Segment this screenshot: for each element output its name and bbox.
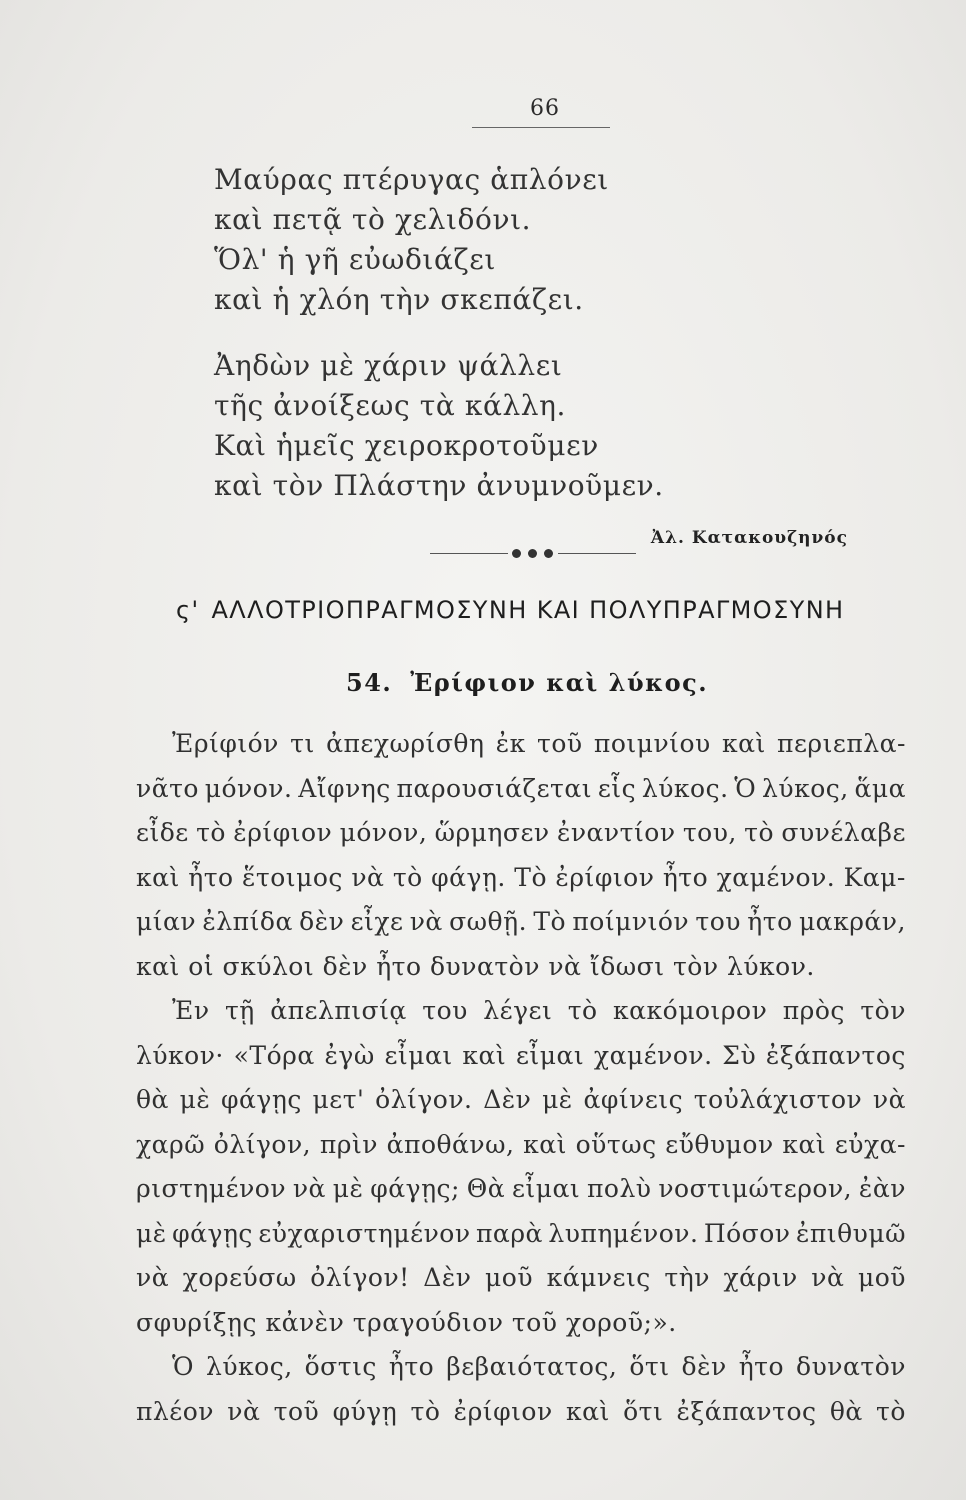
word: χαρῶ bbox=[136, 1129, 206, 1159]
poem-line: καὶ τὸν Πλάστην ἀνυμνοῦμεν. bbox=[214, 469, 664, 502]
word: καὶ bbox=[721, 729, 766, 758]
word: ἦτο bbox=[747, 907, 793, 936]
word: ἐρίφιον bbox=[453, 1396, 553, 1426]
word: ἐλπίδα bbox=[202, 907, 293, 936]
word: ἦτο bbox=[388, 1352, 435, 1381]
word: πρὶν bbox=[319, 1129, 378, 1159]
word: καὶ bbox=[565, 1396, 610, 1426]
word: του bbox=[422, 996, 468, 1025]
word: τῇ bbox=[224, 996, 255, 1025]
section-number: ς' bbox=[176, 596, 200, 624]
word: καὶ bbox=[136, 862, 180, 892]
text-line: καὶ οἱ σκύλοι δὲν ἦτο δυνατὸν νὰ ἴδωσι τὸν λύκον. bbox=[136, 951, 815, 981]
word: μίαν bbox=[136, 907, 197, 936]
word: θὰ bbox=[829, 1396, 863, 1426]
word: εὐχαριστημένον bbox=[258, 1218, 471, 1248]
word: ἐρίφιον bbox=[555, 862, 655, 892]
word: Ἐρίφιόν bbox=[172, 729, 279, 758]
word: δυνατὸν bbox=[796, 1352, 906, 1381]
word: Θὰ bbox=[466, 1174, 506, 1203]
word: μὲ bbox=[179, 1085, 211, 1114]
poem-line: Μαύρας πτέρυγας ἁπλόνει bbox=[214, 163, 609, 196]
text-line bbox=[136, 1390, 906, 1435]
word: ὥρμησεν bbox=[434, 818, 550, 847]
word: καὶ bbox=[782, 1129, 827, 1159]
word: μετ' bbox=[312, 1085, 365, 1114]
word: τὸ bbox=[410, 1396, 441, 1426]
word: εἶδε bbox=[136, 818, 189, 847]
word: ἐξάπαντος bbox=[676, 1396, 817, 1426]
word: ἦτο bbox=[738, 1352, 785, 1381]
word: δὲν bbox=[299, 907, 345, 936]
section-heading bbox=[176, 596, 845, 624]
word: Τὸ bbox=[533, 907, 567, 936]
poem-line: Ὅλ' ἡ γῆ εὐωδιάζει bbox=[214, 243, 496, 276]
word: ἀποθάνω, bbox=[386, 1129, 515, 1159]
word: εὔθυμον bbox=[665, 1129, 774, 1159]
word: Σὺ bbox=[722, 1040, 757, 1070]
page-number: 66 bbox=[530, 96, 560, 121]
word: φύγῃ bbox=[332, 1396, 398, 1426]
text-line bbox=[136, 989, 906, 1034]
poem-line: Ἀηδὼν μὲ χάριν ψάλλει bbox=[214, 349, 563, 382]
word: τι bbox=[290, 729, 315, 758]
word: μοῦ bbox=[485, 1263, 534, 1292]
story-body bbox=[136, 722, 906, 1434]
word: μὲ bbox=[136, 1218, 167, 1248]
word: ποίμνιόν bbox=[572, 907, 690, 936]
word: ἀπεχωρίσθη bbox=[326, 729, 485, 758]
word: μὲ bbox=[332, 1174, 364, 1203]
word: βεβαιότατος, bbox=[446, 1352, 618, 1381]
word: εἶμαι bbox=[384, 1040, 453, 1070]
word: παρὰ bbox=[476, 1218, 543, 1248]
text-line bbox=[136, 1167, 906, 1212]
word: φάγῃς; bbox=[370, 1174, 460, 1203]
word: δὲν bbox=[681, 1352, 727, 1381]
word: παρουσιάζεται bbox=[396, 773, 593, 803]
word: χαμένον. bbox=[716, 862, 836, 892]
word: τὸν bbox=[860, 996, 906, 1025]
word: Αἴφνης bbox=[298, 773, 391, 803]
word: Ἐν bbox=[172, 996, 210, 1025]
word: τοῦ bbox=[537, 729, 583, 758]
poem-author: Ἀλ. Κατακουζηνός bbox=[650, 528, 848, 548]
word: «Τόρα bbox=[233, 1040, 315, 1070]
word: νὰ bbox=[351, 862, 385, 892]
word: ὅτι bbox=[629, 1352, 670, 1381]
story-title bbox=[346, 668, 708, 697]
text-line bbox=[136, 811, 906, 856]
word: μόνον. bbox=[204, 773, 293, 803]
poem-line: καὶ ἡ χλόη τὴν σκεπάζει. bbox=[214, 283, 584, 316]
text-line bbox=[136, 1256, 906, 1301]
word: ἕτοιμος bbox=[242, 862, 343, 892]
word: ἦτο bbox=[188, 862, 234, 892]
word: λύκον· bbox=[136, 1040, 224, 1070]
word: μακράν, bbox=[798, 907, 906, 936]
word: ἐξάπαντος bbox=[765, 1040, 906, 1070]
word: πλέον bbox=[136, 1396, 214, 1426]
word: πολὺ bbox=[586, 1174, 652, 1203]
word: πρὸς bbox=[782, 996, 845, 1025]
word: νὰ bbox=[136, 1263, 170, 1292]
word: του bbox=[695, 907, 741, 936]
word: ἐρίφιον bbox=[233, 818, 333, 847]
word: τὸ bbox=[196, 818, 226, 847]
text-line bbox=[136, 722, 906, 767]
word: μόνον, bbox=[339, 818, 428, 847]
text-line bbox=[136, 767, 906, 812]
word: τοῦ bbox=[273, 1396, 320, 1426]
word: Πόσον bbox=[703, 1218, 791, 1248]
word: ποιμνίου bbox=[593, 729, 711, 758]
word: Ὁ bbox=[734, 773, 757, 803]
section-title: ΑΛΛΟΤΡΙΟΠΡΑΓΜΟΣΥΝΗ ΚΑΙ ΠΟΛΥΠΡΑΓΜΟΣΥΝΗ bbox=[211, 596, 845, 624]
word: ριστημένον bbox=[136, 1174, 287, 1203]
word: ὅτι bbox=[623, 1396, 664, 1426]
word: ὀλίγον, bbox=[213, 1129, 312, 1159]
word: νᾶτο bbox=[136, 773, 199, 803]
word: ἐναντίον bbox=[556, 818, 676, 847]
word: τὴν bbox=[664, 1263, 710, 1292]
word: καὶ bbox=[523, 1129, 567, 1159]
word: χορεύσω bbox=[182, 1263, 297, 1292]
word: τοὐλάχιστον bbox=[693, 1085, 863, 1114]
text-line bbox=[136, 856, 906, 901]
word: λύκος. bbox=[641, 773, 729, 803]
word: νὰ bbox=[872, 1085, 906, 1114]
word: σωθῇ. bbox=[449, 907, 528, 936]
word: χαμένον. bbox=[593, 1040, 713, 1070]
word: θὰ bbox=[136, 1085, 169, 1114]
word: κάμνεις bbox=[546, 1263, 651, 1292]
word: μοῦ bbox=[857, 1263, 906, 1292]
word: χάριν bbox=[723, 1263, 798, 1292]
header-rule bbox=[472, 127, 610, 128]
word: εἶμαι bbox=[511, 1174, 581, 1203]
text-line bbox=[136, 1034, 906, 1079]
ornament-divider bbox=[430, 548, 636, 560]
word: Δὲν bbox=[423, 1263, 472, 1292]
word: ἀφίνεις bbox=[583, 1085, 684, 1114]
poem-line: καὶ πετᾷ τὸ χελιδόνι. bbox=[214, 203, 532, 236]
word: Δὲν bbox=[483, 1085, 532, 1114]
word: ὀλίγον! bbox=[310, 1263, 410, 1292]
word: νὰ bbox=[811, 1263, 845, 1292]
word: τὸ bbox=[744, 818, 775, 847]
text-line bbox=[136, 1212, 906, 1257]
word: λύκος, bbox=[762, 773, 849, 803]
poem-stanza bbox=[214, 160, 664, 320]
word: φάγῃς bbox=[221, 1085, 302, 1114]
word: ἐγὼ bbox=[324, 1040, 375, 1070]
word: εἷς bbox=[597, 773, 637, 803]
word: ἦτο bbox=[662, 862, 709, 892]
word: ἐκ bbox=[495, 729, 526, 758]
word: ὅστις bbox=[304, 1352, 377, 1381]
word: φάγῃ. bbox=[431, 862, 506, 892]
poem-stanza bbox=[214, 346, 664, 506]
text-line bbox=[136, 900, 906, 945]
word: μὲ bbox=[542, 1085, 573, 1114]
word: λέγει bbox=[483, 996, 553, 1025]
word: νὰ bbox=[409, 907, 443, 936]
poem bbox=[214, 160, 664, 532]
word: Ὁ bbox=[172, 1352, 194, 1381]
word: εὐχα- bbox=[834, 1129, 906, 1159]
word: Καμ- bbox=[843, 862, 906, 892]
text-line bbox=[136, 1123, 906, 1168]
word: συνέλαβε bbox=[781, 818, 906, 847]
poem-line: Καὶ ἡμεῖς χειροκροτοῦμεν bbox=[214, 429, 599, 462]
word: καὶ bbox=[462, 1040, 507, 1070]
text-line: σφυρίξῃς κἀνὲν τραγούδιον τοῦ χοροῦ;». bbox=[136, 1307, 677, 1337]
word: ἐπιθυμῶ bbox=[795, 1218, 906, 1248]
word: τὸ bbox=[392, 862, 423, 892]
word: νοστιμώτερον, bbox=[658, 1174, 853, 1203]
word: ἀπελπισίᾳ bbox=[270, 996, 407, 1025]
story-number: 54. bbox=[346, 668, 393, 697]
word: φάγῃς bbox=[172, 1218, 253, 1248]
word: οὕτως bbox=[575, 1129, 657, 1159]
word: τὸ bbox=[876, 1396, 906, 1426]
word: λύκος, bbox=[205, 1352, 293, 1381]
word: νὰ bbox=[227, 1396, 261, 1426]
story-title-text: Ἐρίφιον καὶ λύκος. bbox=[410, 668, 709, 697]
word: εἶμαι bbox=[515, 1040, 585, 1070]
word: περιεπλα- bbox=[777, 729, 906, 758]
poem-line: τῆς ἀνοίξεως τὰ κάλλη. bbox=[214, 389, 567, 422]
text-line bbox=[136, 1078, 906, 1123]
word: κακόμοιρον bbox=[613, 996, 768, 1025]
word: του, bbox=[682, 818, 737, 847]
word: ὀλίγον. bbox=[375, 1085, 473, 1114]
word: εἶχε bbox=[350, 907, 404, 936]
word: Τὸ bbox=[514, 862, 548, 892]
word: ἐὰν bbox=[858, 1174, 906, 1203]
text-line bbox=[136, 1345, 906, 1390]
word: τὸ bbox=[567, 996, 598, 1025]
word: λυπημένον. bbox=[548, 1218, 699, 1248]
word: νὰ bbox=[292, 1174, 326, 1203]
word: ἅμα bbox=[854, 773, 906, 803]
